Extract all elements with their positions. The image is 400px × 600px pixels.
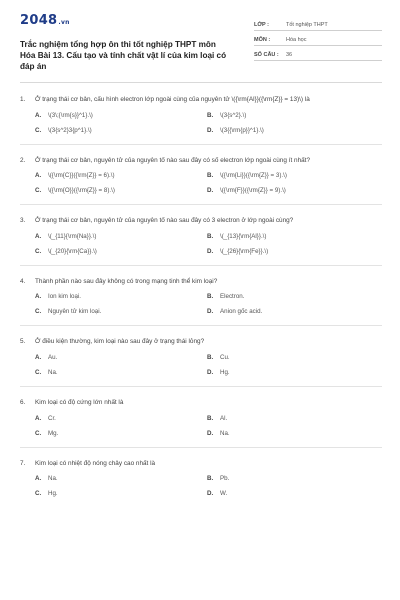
option-letter: D.	[207, 429, 214, 437]
option-letter: C.	[35, 368, 42, 376]
option-letter: A.	[35, 232, 42, 240]
option-letter: C.	[35, 308, 42, 316]
option-letter: B.	[207, 475, 214, 483]
option-text: W.	[220, 490, 228, 498]
site-logo[interactable]	[20, 14, 232, 30]
answer-options	[35, 354, 382, 377]
question-item	[20, 277, 382, 317]
option-letter: D.	[207, 187, 214, 195]
question-text: Ở trạng thái cơ bản, nguyên tử của nguyên tố nào sau đây có số electron lớp ngoài cùng ít nhất?	[35, 156, 311, 164]
page-header	[20, 14, 382, 72]
question-text: Kim loại có nhiệt độ nóng chảy cao nhất là	[35, 459, 156, 467]
answer-option[interactable]	[35, 354, 207, 362]
question-divider	[20, 325, 382, 326]
option-letter: A.	[35, 353, 42, 361]
meta-key: LỚP :	[254, 22, 269, 28]
question-number: 4.	[20, 277, 26, 285]
option-letter: B.	[207, 353, 214, 361]
answer-option[interactable]	[207, 369, 379, 377]
question-item	[20, 156, 382, 196]
question-header	[20, 156, 382, 166]
meta-key: SỐ CÂU :	[254, 52, 279, 58]
option-text: \(_{26}{\rm{Fe}}.\)	[220, 247, 269, 255]
option-text: \(_{11}{\rm{Na}}.\)	[48, 232, 97, 240]
answer-option[interactable]	[35, 430, 207, 438]
option-text: \(3{{\rm{p}}^1}.\)	[220, 126, 264, 134]
answer-option[interactable]	[207, 475, 379, 483]
option-text: \(3{s^2}.\)	[220, 111, 247, 119]
question-text: Ở trạng thái cơ bản, nguyên tử của nguyên tố nào sau đây có 3 electron ở lớp ngoài cùng?	[35, 217, 294, 225]
option-letter: A.	[35, 414, 42, 422]
option-text: Hg.	[48, 490, 58, 498]
answer-option[interactable]	[207, 233, 379, 241]
option-letter: C.	[35, 490, 42, 498]
question-header	[20, 459, 382, 469]
meta-row-subject	[254, 31, 382, 46]
option-letter: B.	[207, 414, 214, 422]
option-text: Nguyên tử kim loại.	[48, 308, 102, 316]
answer-option[interactable]	[207, 490, 379, 498]
option-letter: D.	[207, 247, 214, 255]
option-letter: B.	[207, 111, 214, 119]
answer-options	[35, 112, 382, 135]
question-header	[20, 216, 382, 226]
option-text: \({\rm{O}}({\rm{Z}} = 8).\)	[48, 187, 115, 195]
option-letter: C.	[35, 187, 42, 195]
option-letter: A.	[35, 293, 42, 301]
meta-row-class	[254, 16, 382, 31]
answer-option[interactable]	[207, 415, 379, 423]
option-letter: D.	[207, 490, 214, 498]
question-item	[20, 459, 382, 499]
option-text: Na.	[48, 475, 58, 483]
option-text: Cu.	[220, 353, 230, 361]
meta-key: MÔN :	[254, 37, 271, 43]
option-text: \({\rm{C}}({\rm{Z}} = 6).\)	[48, 172, 115, 180]
option-text: \({\rm{Li}}({\rm{Z}} = 3).\)	[220, 172, 287, 180]
option-text: Na.	[48, 368, 58, 376]
answer-option[interactable]	[35, 112, 207, 120]
answer-options	[35, 172, 382, 195]
option-letter: C.	[35, 126, 42, 134]
answer-options	[35, 233, 382, 256]
answer-option[interactable]	[35, 233, 207, 241]
question-header	[20, 398, 382, 408]
option-letter: A.	[35, 172, 42, 180]
option-text: Na.	[220, 429, 230, 437]
answer-option[interactable]	[35, 127, 207, 135]
question-header	[20, 277, 382, 287]
option-letter: B.	[207, 232, 214, 240]
option-text: \(_{13}{\rm{Al}}.\)	[220, 232, 267, 240]
header-left	[20, 14, 232, 72]
answer-option[interactable]	[207, 293, 379, 301]
answer-option[interactable]	[207, 430, 379, 438]
question-item	[20, 337, 382, 377]
option-letter: D.	[207, 308, 214, 316]
option-letter: B.	[207, 172, 214, 180]
option-text: \({\rm{F}}({\rm{Z}} = 9).\)	[220, 187, 286, 195]
question-divider	[20, 265, 382, 266]
option-letter: C.	[35, 247, 42, 255]
question-item	[20, 216, 382, 256]
option-text: \(_{20}{\rm{Ca}}.\)	[48, 247, 97, 255]
option-letter: A.	[35, 475, 42, 483]
answer-option[interactable]	[35, 293, 207, 301]
answer-option[interactable]	[35, 475, 207, 483]
option-letter: B.	[207, 293, 214, 301]
answer-options	[35, 415, 382, 438]
question-item	[20, 95, 382, 135]
question-divider	[20, 204, 382, 205]
meta-value: Tốt nghiệp THPT	[286, 22, 328, 28]
option-text: Al.	[220, 414, 228, 422]
option-text: Au.	[48, 353, 58, 361]
question-number: 5.	[20, 338, 26, 346]
question-header	[20, 95, 382, 105]
option-text: Pb.	[220, 475, 230, 483]
answer-option[interactable]	[35, 415, 207, 423]
question-text: Ở trạng thái cơ bản, cấu hình electron lớp ngoài cùng của nguyên tử \({\rm{Al}}({\rm{Z}} = 13)\) là	[35, 96, 310, 103]
question-divider	[20, 386, 382, 387]
question-item	[20, 398, 382, 438]
answer-option[interactable]	[207, 248, 379, 256]
meta-value: Hóa học	[286, 37, 307, 43]
answer-option[interactable]	[207, 308, 379, 316]
answer-option[interactable]	[207, 127, 379, 135]
meta-box	[254, 16, 382, 72]
question-text: Ở điều kiện thường, kim loại nào sau đây ở trạng thái lỏng?	[35, 338, 205, 346]
option-letter: C.	[35, 429, 42, 437]
answer-option[interactable]	[35, 308, 207, 316]
question-number: 2.	[20, 156, 26, 164]
question-number: 1.	[20, 96, 26, 103]
answer-option[interactable]	[35, 490, 207, 498]
page-title: Trắc nghiệm tổng hợp ôn thi tốt nghiệp THPT môn Hóa Bài 13. Cấu tạo và tính chất vật lí của kim loại có đáp án	[20, 40, 227, 71]
option-text: Mg.	[48, 429, 59, 437]
answer-option[interactable]	[35, 248, 207, 256]
option-letter: D.	[207, 368, 214, 376]
option-letter: A.	[35, 111, 42, 119]
answer-option[interactable]	[35, 187, 207, 195]
option-text: Electron.	[220, 293, 245, 301]
option-text: Ion kim loại.	[48, 293, 82, 301]
answer-option[interactable]	[207, 354, 379, 362]
answer-option[interactable]	[207, 187, 379, 195]
answer-options	[35, 293, 382, 316]
meta-row-count	[254, 46, 382, 61]
option-letter: D.	[207, 126, 214, 134]
meta-value: 36	[286, 52, 293, 58]
answer-option[interactable]	[35, 172, 207, 180]
question-number: 3.	[20, 217, 26, 225]
option-text: \(3\;{\rm{s}}^1}.\)	[48, 111, 93, 119]
answer-option[interactable]	[35, 369, 207, 377]
question-number: 6.	[20, 398, 26, 406]
question-text: Kim loại có độ cứng lớn nhất là	[35, 398, 124, 406]
question-divider	[20, 447, 382, 448]
option-text: Hg.	[220, 368, 230, 376]
answer-option[interactable]	[207, 112, 379, 120]
question-list	[20, 95, 382, 498]
option-text: Cr.	[48, 414, 56, 422]
option-text: \(3{s^2}3{p^1}.\)	[48, 126, 92, 134]
question-header	[20, 337, 382, 347]
answer-option[interactable]	[207, 172, 379, 180]
question-divider	[20, 144, 382, 145]
question-number: 7.	[20, 459, 26, 467]
answer-options	[35, 475, 382, 498]
header-divider	[20, 82, 382, 83]
option-text: Anion gốc acid.	[220, 308, 263, 316]
question-text: Thành phần nào sau đây không có trong mạng tinh thể kim loại?	[35, 277, 218, 285]
logo-text: 2048	[20, 13, 58, 28]
logo-suffix: .vn	[58, 19, 70, 26]
